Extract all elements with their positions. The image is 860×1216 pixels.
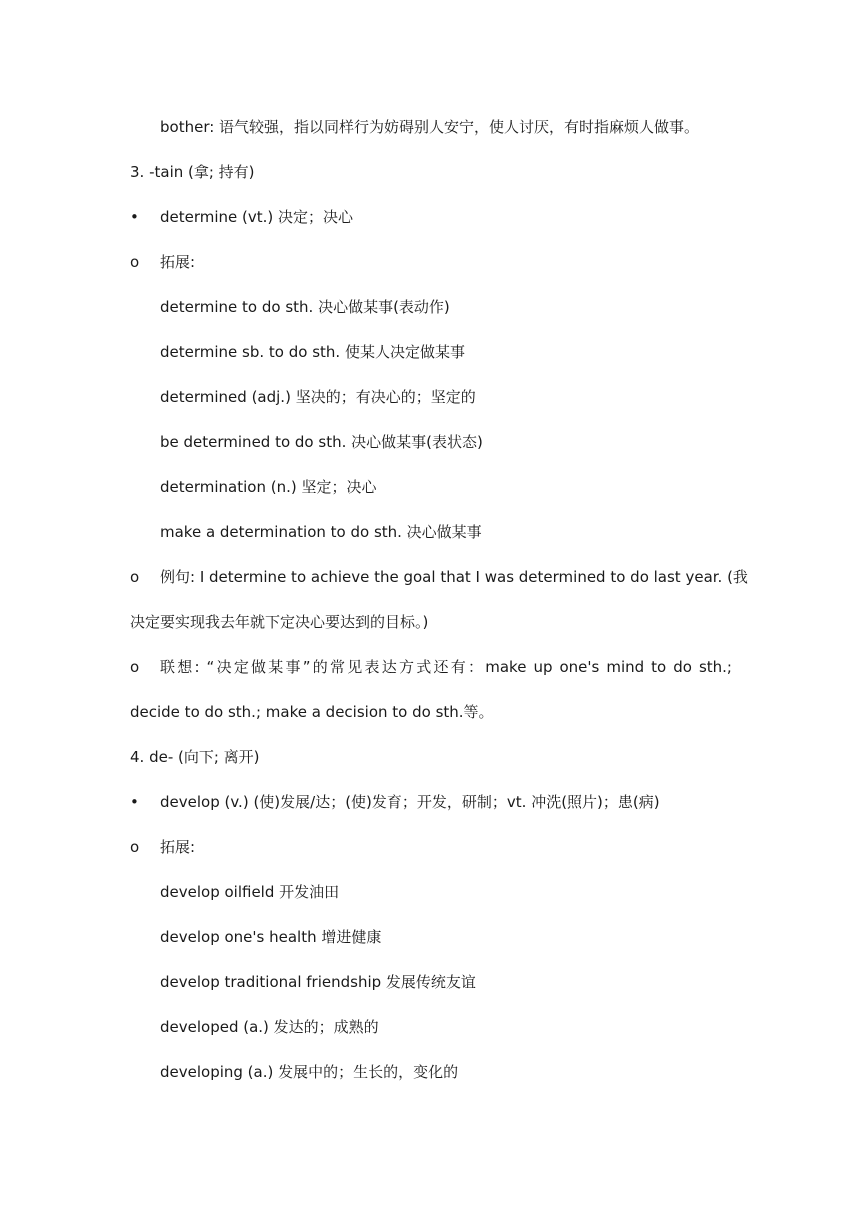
circle-bullet-icon: o [130,253,140,271]
section-4-heading: 4. de- (向下; 离开) [130,748,260,766]
expansion-item: determination (n.) 坚定；决心 [160,478,377,496]
expansion-item: determined (adj.) 坚决的；有决心的；坚定的 [160,388,476,406]
develop-definition: develop (v.) (使)发展/达；(使)发育；开发，研制；vt. 冲洗(照片)；患(病) [160,793,660,811]
section-3-heading: 3. -tain (拿; 持有) [130,163,255,181]
expansion-item: determine to do sth. 决心做某事(表动作) [160,298,450,316]
expansion-item: be determined to do sth. 决心做某事(表状态) [160,433,483,451]
circle-bullet-icon: o [130,658,140,676]
expansion-item: develop traditional friendship 发展传统友谊 [160,973,476,991]
example-line-2: 决定要实现我去年就下定决心要达到的目标。) [130,613,429,631]
example-line-1: 例句: I determine to achieve the goal that I was determined to do last year. (我 [160,568,748,586]
expansion-item: develop oilfield 开发油田 [160,883,340,901]
circle-bullet-icon: o [130,568,140,586]
bullet-icon: • [130,793,139,811]
expansion-item: develop one's health 增进健康 [160,928,382,946]
expansion-item: developing (a.) 发展中的；生长的，变化的 [160,1063,459,1081]
determine-definition: determine (vt.) 决定；决心 [160,208,354,226]
expand-label: 拓展: [160,253,196,271]
bullet-icon: • [130,208,139,226]
expansion-item: developed (a.) 发达的；成熟的 [160,1018,379,1036]
expansion-item: make a determination to do sth. 决心做某事 [160,523,482,541]
association-line-1: 联想: “决定做某事”的常见表达方式还有：make up one's mind to do sth.; [160,658,732,676]
circle-bullet-icon: o [130,838,140,856]
expansion-item: determine sb. to do sth. 使某人决定做某事 [160,343,465,361]
expand-label: 拓展: [160,838,196,856]
association-line-2: decide to do sth.; make a decision to do sth.等。 [130,703,494,721]
bother-note: bother: 语气较强，指以同样行为妨碍别人安宁，使人讨厌，有时指麻烦人做事。 [160,118,700,136]
